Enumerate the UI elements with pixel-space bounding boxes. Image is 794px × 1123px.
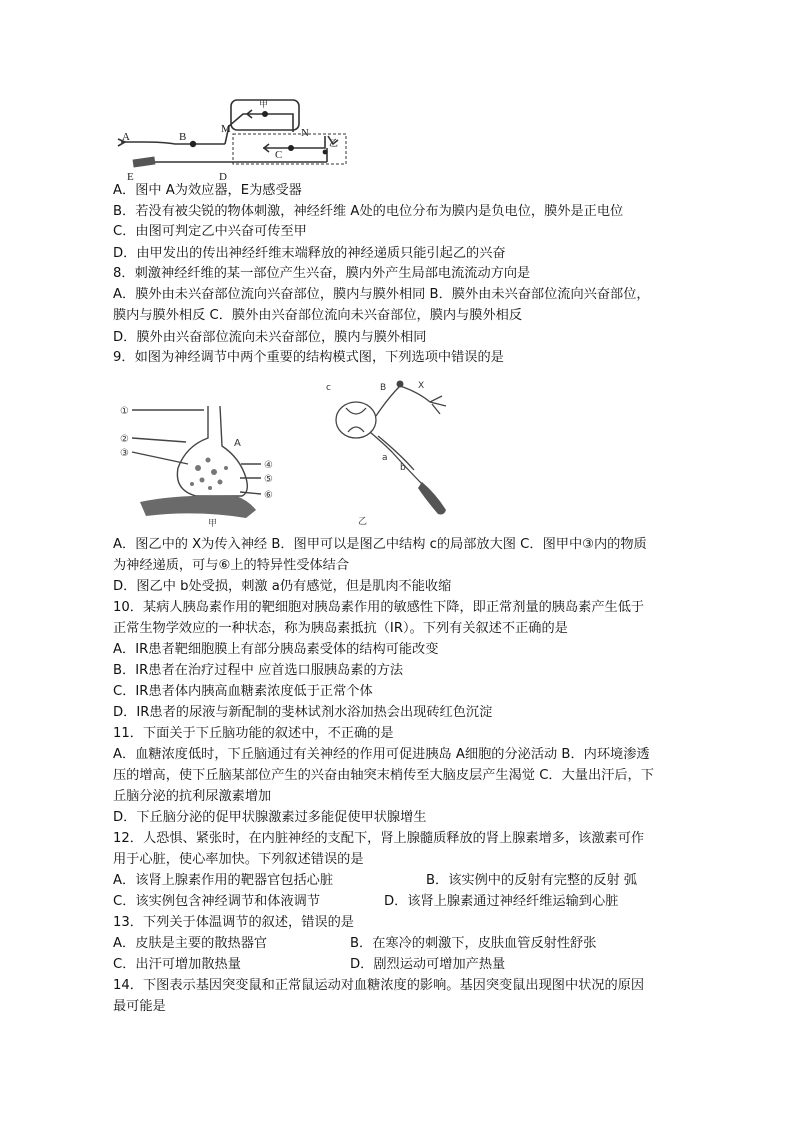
q11-line-1: 11．下面关于下丘脑功能的叙述中，不正确的是 — [113, 726, 394, 741]
q7-option-b: B．若没有被尖锐的物体刺激，神经纤维 A处的电位分布为膜内是负电位，膜外是正电位 — [113, 204, 624, 219]
q11-line-4: 丘脑分泌的抗利尿激素增加 — [113, 789, 272, 804]
label-fig-B: B — [380, 383, 387, 393]
synapse-diagram — [116, 398, 291, 530]
spinal-reflex-diagram — [318, 376, 460, 530]
q10-line-5: C．IR患者体内胰高血糖素浓度低于正常个体 — [113, 684, 373, 699]
q7-option-a: A．图中 A为效应器，E为感受器 — [113, 183, 302, 198]
q11-line-2: A．血糖浓度低时，下丘脑通过有关神经的作用可促进胰岛 A细胞的分泌活动 B．内环境渗透 — [113, 747, 650, 762]
q12-option-a: A．该肾上腺素作用的靶器官包括心脏 — [113, 873, 334, 888]
q12-option-d: D．该肾上腺素通过神经纤维运输到心脏 — [384, 894, 619, 909]
q10-line-4: B．IR患者在治疗过程中 应首选口服胰岛素的方法 — [113, 663, 404, 678]
label-fig-yi: 乙 — [358, 517, 368, 527]
q11-line-3: 压的增高，使下丘脑某部位产生的兴奋由轴突末梢传至大脑皮层产生渴觉 C．大量出汗后，下 — [113, 768, 654, 783]
q13-option-b: B．在寒冷的刺激下，皮肤血管反射性舒张 — [350, 936, 597, 951]
q13-option-a: A．皮肤是主要的散热器官 — [113, 936, 268, 951]
q9-line-3: D．图乙中 b处受损，刺激 a仍有感觉，但是肌肉不能收缩 — [113, 579, 452, 594]
q9-stem: 9．如图为神经调节中两个重要的结构模式图，下列选项中错误的是 — [113, 350, 504, 365]
label-n6: ⑥ — [264, 490, 273, 501]
q9-line-1: A．图乙中的 X为传入神经 B．图甲可以是图乙中结构 c的局部放大图 C．图甲中③内的物质 — [113, 537, 647, 552]
q12-option-c: C．该实例包含神经调节和体液调节 — [113, 894, 321, 909]
label-jia: 甲 — [259, 99, 269, 109]
q13-stem: 13．下列关于体温调节的叙述，错误的是 — [113, 915, 354, 930]
q8-line-2: 膜内与膜外相反 C．膜外由兴奋部位流向未兴奋部位，膜内与膜外相反 — [113, 308, 523, 323]
q13-option-d: D．剧烈运动可增加产热量 — [350, 957, 506, 972]
label-X: X — [418, 381, 425, 391]
q8-line-1: A．膜外由未兴奋部位流向兴奋部位，膜内与膜外相同 B．膜外由未兴奋部位流向兴奋部位， — [113, 287, 650, 302]
label-C: C — [275, 149, 283, 161]
reflex-arc-figure — [113, 96, 363, 184]
q10-line-2: 正常生物学效应的一种状态，称为胰岛素抵抗（IR）。下列有关叙述不正确的是 — [113, 621, 568, 636]
q7-option-c: C．由图可判定乙中兴奋可传至甲 — [113, 224, 307, 239]
label-A: A — [122, 131, 130, 143]
q11-line-5: D．下丘脑分泌的促甲状腺激素过多能促使甲状腺增生 — [113, 810, 427, 825]
label-fig-A: A — [234, 438, 241, 449]
label-B: B — [179, 131, 187, 143]
label-a: a — [382, 453, 388, 463]
label-c: c — [326, 383, 331, 393]
q13-option-c: C．出汗可增加散热量 — [113, 957, 241, 972]
label-n1: ① — [120, 406, 129, 417]
label-n5: ⑤ — [264, 474, 273, 485]
label-n4: ④ — [264, 460, 273, 471]
synapse-figure — [116, 398, 291, 530]
label-b: b — [400, 463, 406, 473]
label-yi: 乙 — [329, 138, 339, 148]
q8-line-3: D．膜外由兴奋部位流向未兴奋部位，膜内与膜外相同 — [113, 330, 427, 345]
spinal-reflex-figure — [318, 376, 460, 530]
q14-line-2: 最可能是 — [113, 999, 166, 1014]
q9-line-2: 为神经递质，可与⑥上的特异性受体结合 — [113, 558, 350, 573]
q10-line-3: A．IR患者靶细胞膜上有部分胰岛素受体的结构可能改变 — [113, 642, 439, 657]
q14-line-1: 14．下图表示基因突变鼠和正常鼠运动对血糖浓度的影响。基因突变鼠出现图中状况的原因 — [113, 978, 645, 993]
label-fig-jia: 甲 — [208, 519, 218, 529]
label-M: M — [221, 123, 231, 135]
q7-option-d: D．由甲发出的传出神经纤维末端释放的神经递质只能引起乙的兴奋 — [113, 246, 506, 261]
reflex-arc-diagram — [113, 96, 363, 184]
q10-line-6: D．IR患者的尿液与新配制的斐林试剂水浴加热会出现砖红色沉淀 — [113, 705, 493, 720]
label-n3: ③ — [120, 448, 129, 459]
label-n2: ② — [120, 434, 129, 445]
q12-option-b: B．该实例中的反射有完整的反射 弧 — [426, 873, 638, 888]
q12-line-2: 用于心脏，使心率加快。下列叙述错误的是 — [113, 852, 364, 867]
q10-line-1: 10．某病人胰岛素作用的靶细胞对胰岛素作用的敏感性下降，即正常剂量的胰岛素产生低于 — [113, 600, 645, 615]
label-E: E — [127, 171, 134, 183]
q12-line-1: 12．人恐惧、紧张时，在内脏神经的支配下，肾上腺髓质释放的肾上腺素增多，该激素可作 — [113, 831, 645, 846]
q8-stem: 8．刺激神经纤维的某一部位产生兴奋，膜内外产生局部电流流动方向是 — [113, 266, 531, 281]
label-N: N — [301, 127, 309, 139]
label-D: D — [219, 171, 227, 183]
